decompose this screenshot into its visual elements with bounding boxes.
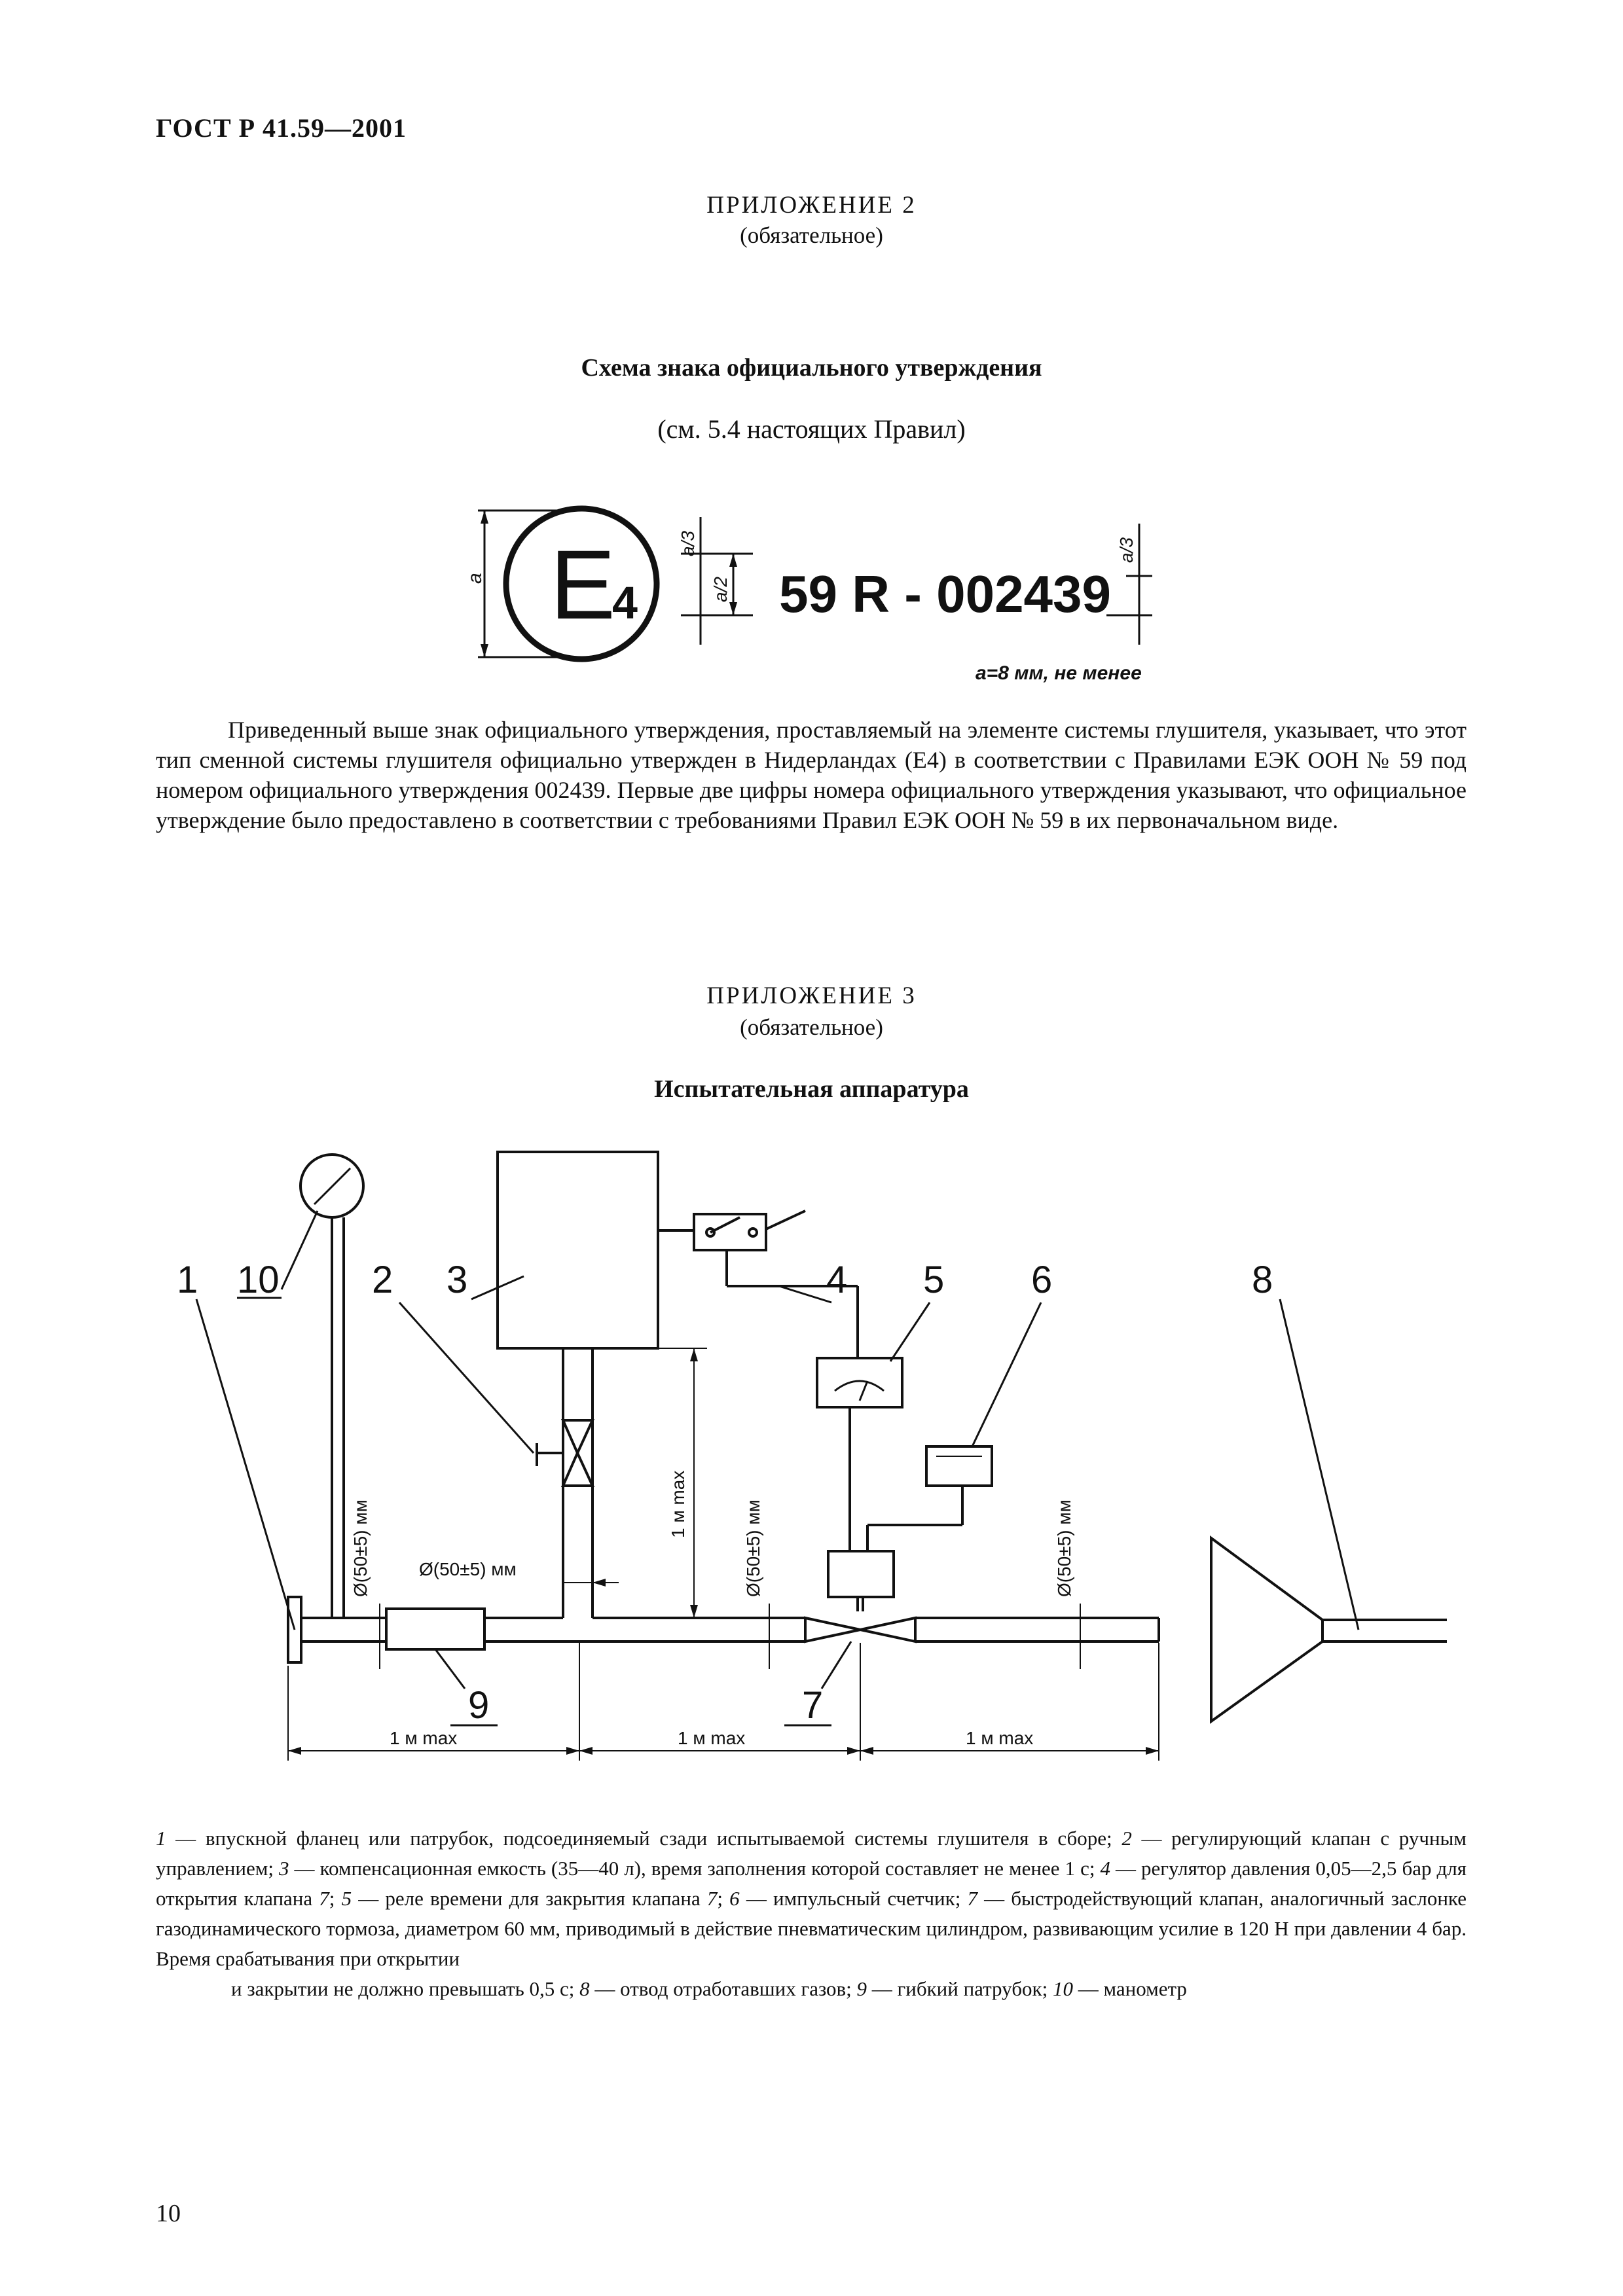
pressure-regulator: [694, 1214, 766, 1250]
legend-number: 1: [156, 1827, 166, 1850]
annex-2-status: (обязательное): [740, 223, 883, 248]
span-label-1: 1 м max: [390, 1728, 458, 1748]
legend-number: 10: [1052, 1977, 1073, 2000]
diagram-legend: [156, 1823, 1467, 2004]
approval-mark-figure: [0, 0, 1623, 713]
callout-6: 6: [1031, 1259, 1053, 1301]
legend-number: 7: [967, 1887, 977, 1910]
annex-2-reference: (см. 5.4 настоящих Правил): [657, 414, 966, 444]
diameter-label-2: Ø(50±5) мм: [743, 1499, 763, 1597]
mark-size-note: a=8 мм, не менее: [976, 662, 1142, 684]
annex-2-paragraph: Приведенный выше знак официального утверждения, проставляемый на элементе системы глушителя, указывает, что этот тип сменной системы глушителя официально утвержден в Нидерландах (E4) в соответствии с Правилами ЕЭК ООН № 59 под номером официального утверждения 002439. Первые две цифры номера официального утверждения указывают, что официальное утверждение было предоставлено в соответствии с требованиями Правил ЕЭК ООН № 59 в их первоначальном виде.: [156, 717, 1467, 833]
legend-text: — быстродействующий клапан, аналогичный заслонке газодинамического тормоза, диаметром 60 мм, приводимый в действие пневматическим цилиндром, развивающим усилие в 120 Н при давлении 4 бар. Время срабатывания при открытии: [156, 1887, 1467, 1970]
legend-number: 2: [1122, 1827, 1132, 1850]
pulse-counter: [926, 1446, 992, 1486]
legend-text: — импульсный счетчик;: [739, 1887, 968, 1910]
test-apparatus-diagram: [0, 1113, 1623, 1806]
height-label: 1 м max: [668, 1470, 688, 1538]
legend-number: 9: [856, 1977, 867, 2000]
dim-a3-label: a/3: [678, 531, 698, 556]
span-label-2: 1 м max: [678, 1728, 746, 1748]
callout-10: 10: [237, 1259, 280, 1301]
annex-2-title: ПРИЛОЖЕНИЕ 2: [706, 192, 917, 219]
dim-a2-label: a/2: [710, 577, 731, 602]
legend-number: 6: [729, 1887, 740, 1910]
legend-text: — регулятор давления 0,05—2,5 бар для открытия клапана: [156, 1857, 1467, 1910]
dim-a3-right-label: a/3: [1116, 537, 1137, 563]
annex-3-status: (обязательное): [740, 1014, 883, 1040]
legend-text: — впускной фланец или патрубок, подсоединяемый сзади испытываемой системы глушителя в сборе;: [166, 1827, 1122, 1850]
legend-number: 5: [341, 1887, 352, 1910]
annex-3-heading: Испытательная аппаратура: [654, 1075, 969, 1103]
legend-number: 4: [1100, 1857, 1110, 1880]
mark-letter: E: [550, 529, 616, 639]
dim-a-label: a: [464, 573, 486, 584]
exhaust-hood: [1211, 1538, 1322, 1721]
legend-text: и закрытии не должно превышать 0,5 с;: [231, 1977, 580, 2000]
legend-text: ;: [329, 1887, 342, 1910]
legend-text: — реле времени для закрытия клапана: [352, 1887, 707, 1910]
callout-5: 5: [923, 1259, 945, 1301]
legend-text: — гибкий патрубок;: [867, 1977, 1053, 2000]
diameter-label-1: Ø(50±5) мм: [350, 1499, 371, 1597]
callout-2: 2: [372, 1259, 393, 1301]
annex-2-heading: Схема знака официального утверждения: [581, 354, 1042, 382]
document-code: ГОСТ Р 41.59—2001: [156, 113, 407, 143]
legend-text: — регулирующий клапан с ручным управлением;: [156, 1827, 1467, 1880]
page-number: 10: [156, 2200, 181, 2227]
legend-number: 7: [706, 1887, 718, 1910]
callout-9: 9: [468, 1684, 490, 1727]
diameter-label-3: Ø(50±5) мм: [1054, 1499, 1074, 1597]
compensation-tank: [498, 1152, 658, 1348]
diameter-label-horizontal: Ø(50±5) мм: [419, 1559, 517, 1579]
pneumatic-cylinder: [828, 1551, 894, 1597]
callout-1: 1: [177, 1259, 198, 1301]
callout-4: 4: [826, 1259, 848, 1301]
legend-text: ;: [717, 1887, 730, 1910]
callout-8: 8: [1252, 1259, 1273, 1301]
annex-3-title: ПРИЛОЖЕНИЕ 3: [706, 982, 917, 1009]
callout-3: 3: [447, 1259, 468, 1301]
flexible-hose: [386, 1609, 484, 1649]
mark-country-number: 4: [612, 577, 638, 628]
legend-text: — манометр: [1072, 1977, 1187, 2000]
legend-number: 8: [579, 1977, 590, 2000]
mark-approval-number: 59 R - 002439: [779, 565, 1112, 623]
callout-7: 7: [802, 1684, 824, 1727]
legend-number: 7: [319, 1887, 329, 1910]
legend-text: — компенсационная емкость (35—40 л), время заполнения которой составляет не менее 1 с;: [289, 1857, 1101, 1880]
legend-text: — отвод отработавших газов;: [589, 1977, 857, 2000]
legend-number: 3: [279, 1857, 289, 1880]
span-label-3: 1 м max: [966, 1728, 1034, 1748]
